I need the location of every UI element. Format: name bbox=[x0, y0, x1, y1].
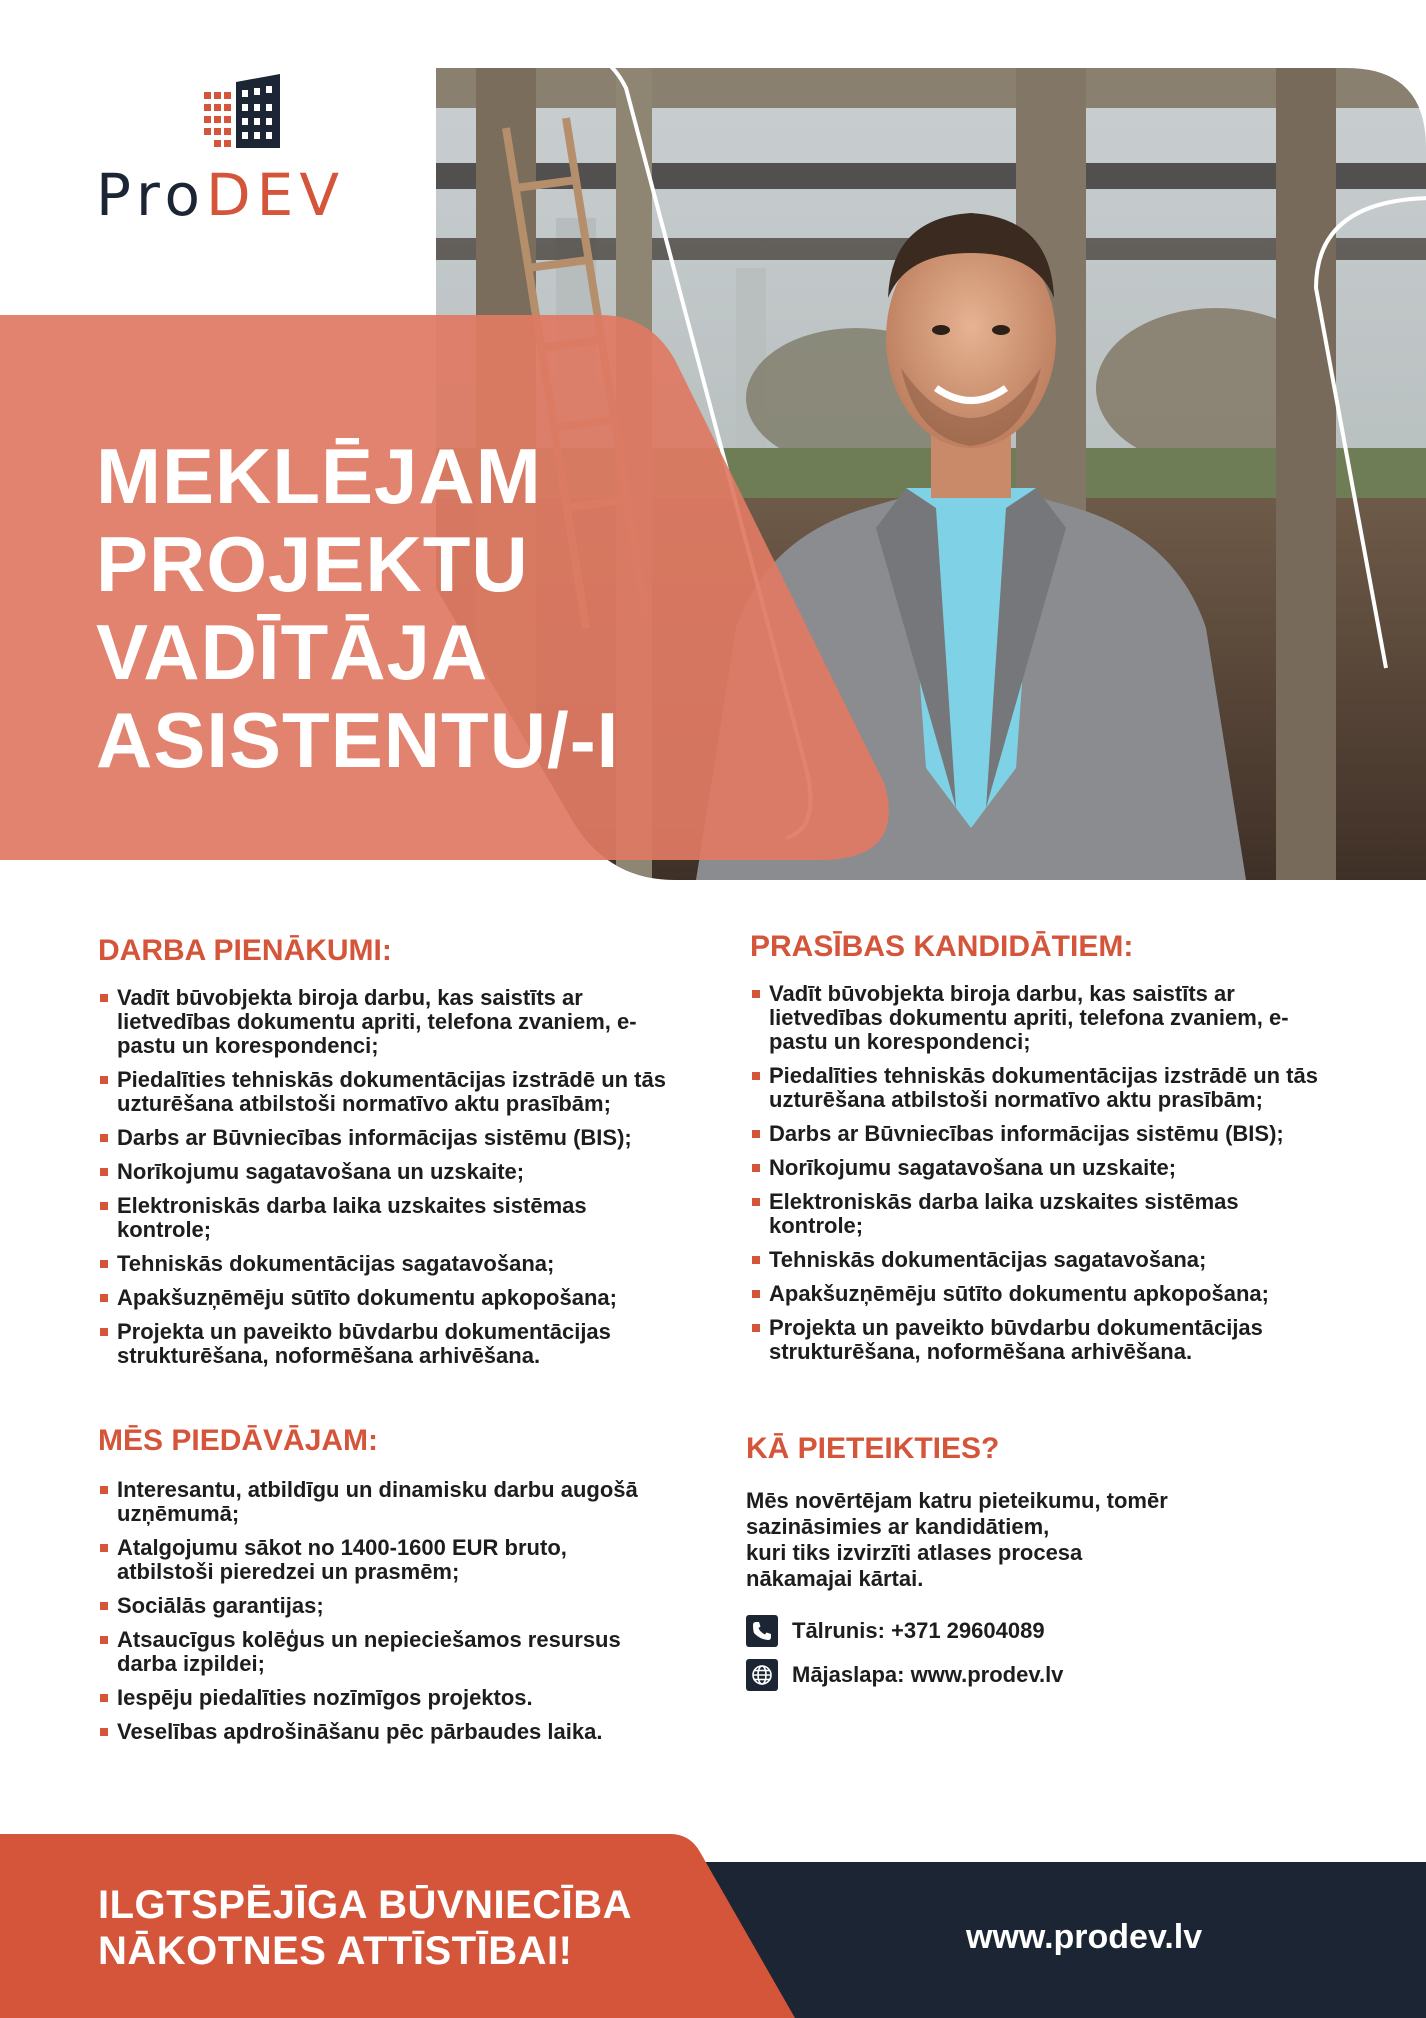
footer-slogan bbox=[98, 1882, 632, 1974]
logo-wordmark bbox=[96, 161, 406, 229]
list-item: Piedalīties tehniskās dokumentācijas izstrādē un tās uzturēšana atbilstoši normatīvo aktu prasībām; bbox=[750, 1064, 1335, 1112]
apply-text-line: nākamajai kārtai. bbox=[746, 1566, 924, 1591]
apply-text-line: kuri tiks izvirzīti atlases procesa bbox=[746, 1540, 1083, 1565]
contact-phone[interactable] bbox=[746, 1614, 1346, 1648]
website-text: Mājaslapa: www.prodev.lv bbox=[792, 1662, 1064, 1687]
duties-list bbox=[98, 986, 678, 1368]
offer-list bbox=[98, 1478, 658, 1744]
offer-section bbox=[98, 1424, 698, 1754]
list-item: Norīkojumu sagatavošana un uzskaite; bbox=[750, 1156, 1335, 1180]
list-item: Apakšuzņēmēju sūtīto dokumentu apkopošana; bbox=[750, 1282, 1335, 1306]
phone-text: Tālrunis: +371 29604089 bbox=[792, 1618, 1045, 1643]
slogan-line: NĀKOTNES ATTĪSTĪBAI! bbox=[98, 1929, 573, 1973]
apply-text-line: sazināsimies ar kandidātiem, bbox=[746, 1514, 1050, 1539]
list-item: Sociālās garantijas; bbox=[98, 1594, 658, 1618]
headline-line: MEKLĒJAM bbox=[96, 432, 542, 520]
list-item: Tehniskās dokumentācijas sagatavošana; bbox=[750, 1248, 1335, 1272]
apply-text-line: Mēs novērtējam katru pieteikumu, tomēr bbox=[746, 1488, 1168, 1513]
company-logo bbox=[96, 74, 406, 229]
list-item: Atalgojumu sākot no 1400-1600 EUR bruto, atbilstoši pieredzei un prasmēm; bbox=[98, 1536, 658, 1584]
list-item: Vadīt būvobjekta biroja darbu, kas saistīts ar lietvedības dokumentu apriti, telefona zvaniem, e-pastu un korespondenci; bbox=[750, 982, 1335, 1054]
contact-website[interactable] bbox=[746, 1658, 1346, 1692]
requirements-list bbox=[750, 982, 1335, 1364]
list-item: Vadīt būvobjekta biroja darbu, kas saistīts ar lietvedības dokumentu apriti, telefona zvaniem, e-pastu un korespondenci; bbox=[98, 986, 678, 1058]
apply-title: KĀ PIETEIKTIES? bbox=[746, 1432, 1000, 1465]
list-item: Darbs ar Būvniecības informācijas sistēmu (BIS); bbox=[98, 1126, 678, 1150]
apply-description bbox=[746, 1488, 1346, 1592]
footer-website-link[interactable]: www.prodev.lv bbox=[966, 1918, 1203, 1956]
duties-title: DARBA PIENĀKUMI: bbox=[98, 934, 392, 967]
building-icon bbox=[204, 74, 280, 148]
offer-title: MĒS PIEDĀVĀJAM: bbox=[98, 1424, 379, 1457]
headline-line: ASISTENTU/-I bbox=[96, 696, 620, 784]
phone-icon bbox=[746, 1615, 778, 1647]
requirements-section bbox=[750, 930, 1350, 1374]
list-item: Atsaucīgus kolēģus un nepieciešamos resursus darba izpildei; bbox=[98, 1628, 658, 1676]
headline-line: PROJEKTU bbox=[96, 520, 529, 608]
list-item: Iespēju piedalīties nozīmīgos projektos. bbox=[98, 1686, 658, 1710]
page-headline bbox=[96, 432, 656, 784]
slogan-line: ILGTSPĒJĪGA BŪVNIECĪBA bbox=[98, 1883, 633, 1927]
list-item: Piedalīties tehniskās dokumentācijas izstrādē un tās uzturēšana atbilstoši normatīvo aktu prasībām; bbox=[98, 1068, 678, 1116]
logo-text-part1: Pro bbox=[96, 161, 207, 229]
list-item: Elektroniskās darba laika uzskaites sistēmas kontrole; bbox=[98, 1194, 678, 1242]
list-item: Veselības apdrošināšanu pēc pārbaudes laika. bbox=[98, 1720, 658, 1744]
list-item: Interesantu, atbildīgu un dinamisku darbu augošā uzņēmumā; bbox=[98, 1478, 658, 1526]
requirements-title: PRASĪBAS KANDIDĀTIEM: bbox=[750, 930, 1134, 963]
list-item: Projekta un paveikto būvdarbu dokumentācijas strukturēšana, noformēšana arhivēšana. bbox=[750, 1316, 1335, 1364]
globe-icon bbox=[746, 1659, 778, 1691]
logo-text-part2: DEV bbox=[206, 161, 345, 229]
list-item: Norīkojumu sagatavošana un uzskaite; bbox=[98, 1160, 678, 1184]
list-item: Tehniskās dokumentācijas sagatavošana; bbox=[98, 1252, 678, 1276]
duties-section bbox=[98, 934, 698, 1378]
apply-section bbox=[746, 1432, 1346, 1692]
list-item: Elektroniskās darba laika uzskaites sistēmas kontrole; bbox=[750, 1190, 1335, 1238]
list-item: Projekta un paveikto būvdarbu dokumentācijas strukturēšana, noformēšana arhivēšana. bbox=[98, 1320, 678, 1368]
headline-line: VADĪTĀJA bbox=[96, 608, 489, 696]
list-item: Apakšuzņēmēju sūtīto dokumentu apkopošana; bbox=[98, 1286, 678, 1310]
contact-list bbox=[746, 1614, 1346, 1692]
list-item: Darbs ar Būvniecības informācijas sistēmu (BIS); bbox=[750, 1122, 1335, 1146]
